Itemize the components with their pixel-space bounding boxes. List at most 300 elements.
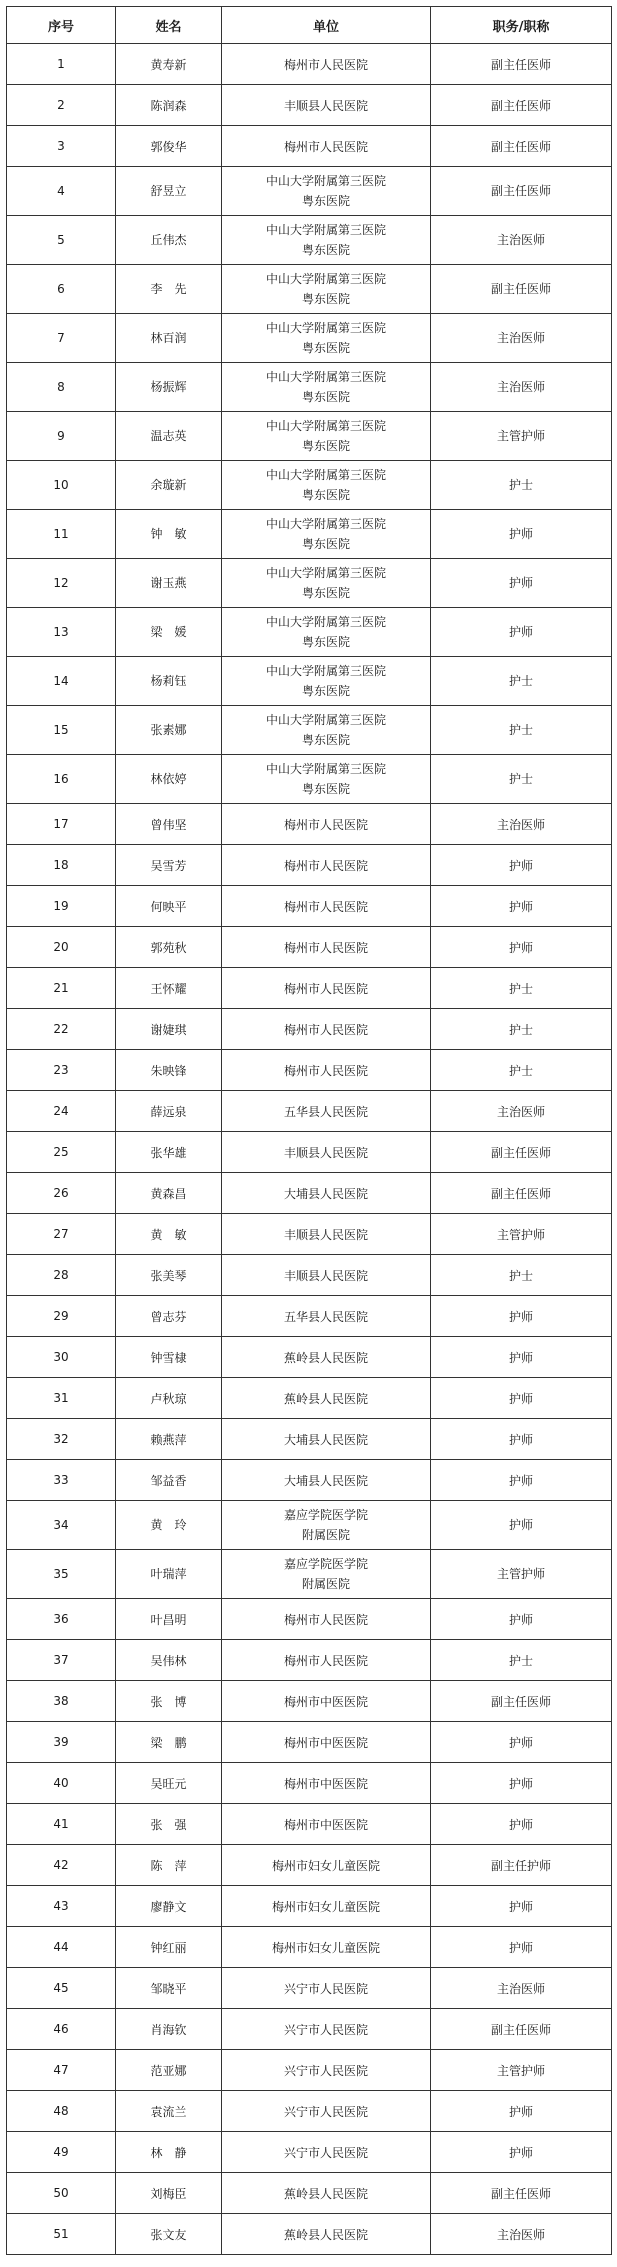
unit-line: 梅州市中医医院 [283,1776,368,1791]
unit-cell [222,1599,431,1640]
row-number: 42 [7,1845,116,1886]
table-row [7,1501,612,1550]
row-number: 48 [7,2091,116,2132]
person-name: 刘梅臣 [116,2173,222,2214]
table-row [7,314,612,363]
job-title: 护师 [431,1296,612,1337]
unit-cell [222,1009,431,1050]
job-title: 护师 [431,1337,612,1378]
job-title: 主治医师 [431,1091,612,1132]
row-number: 7 [7,314,116,363]
job-title: 护士 [431,657,612,706]
table-row [7,657,612,706]
unit-line: 中山大学附属第三医院 [265,321,386,335]
unit-cell [222,1214,431,1255]
job-title: 护师 [431,1722,612,1763]
row-number: 14 [7,657,116,706]
row-number: 50 [7,2173,116,2214]
table-row [7,886,612,927]
unit-cell [222,845,431,886]
table-row [7,1681,612,1722]
unit-line: 嘉应学院医学院 [283,1557,368,1571]
table-row [7,1337,612,1378]
job-title: 护师 [431,608,612,657]
table-row [7,1091,612,1132]
unit-line: 兴宁市人民医院 [283,2145,368,2160]
job-title: 护师 [431,886,612,927]
unit-line: 粤东医院 [301,439,350,453]
unit-line: 中山大学附属第三医院 [265,713,386,727]
row-number: 2 [7,85,116,126]
unit-cell [222,216,431,265]
unit-line: 大埔县人民医院 [283,1473,368,1488]
staff-table [6,6,612,2255]
table-row [7,1763,612,1804]
unit-line: 中山大学附属第三医院 [265,566,386,580]
job-title: 护士 [431,1009,612,1050]
unit-cell [222,968,431,1009]
person-name: 薛远泉 [116,1091,222,1132]
job-title: 护师 [431,1501,612,1550]
person-name: 丘伟杰 [116,216,222,265]
row-number: 16 [7,755,116,804]
person-name: 黄 玲 [116,1501,222,1550]
row-number: 8 [7,363,116,412]
unit-line: 粤东医院 [301,537,350,551]
job-title: 主治医师 [431,314,612,363]
unit-cell [222,2050,431,2091]
person-name: 钟红丽 [116,1927,222,1968]
row-number: 4 [7,167,116,216]
unit-cell [222,1173,431,1214]
unit-cell [222,755,431,804]
person-name: 谢婕琪 [116,1009,222,1050]
unit-line: 蕉岭县人民医院 [283,2186,368,2201]
row-number: 27 [7,1214,116,1255]
person-name: 杨振辉 [116,363,222,412]
unit-cell [222,510,431,559]
table-row [7,1009,612,1050]
table-row [7,2050,612,2091]
job-title: 副主任医师 [431,2173,612,2214]
unit-cell [222,1419,431,1460]
row-number: 12 [7,559,116,608]
unit-line: 中山大学附属第三医院 [265,664,386,678]
unit-line: 附属医院 [301,1528,350,1542]
unit-line: 梅州市人民医院 [283,1653,368,1668]
person-name: 钟雪棣 [116,1337,222,1378]
row-number: 17 [7,804,116,845]
unit-line: 梅州市中医医院 [283,1694,368,1709]
job-title: 副主任医师 [431,265,612,314]
row-number: 46 [7,2009,116,2050]
table-row [7,461,612,510]
unit-cell [222,1550,431,1599]
unit-line: 梅州市人民医院 [283,57,368,72]
table-row [7,927,612,968]
unit-cell [222,412,431,461]
job-title: 副主任护师 [431,1845,612,1886]
row-number: 11 [7,510,116,559]
job-title: 护师 [431,510,612,559]
person-name: 邹益香 [116,1460,222,1501]
unit-line: 中山大学附属第三医院 [265,762,386,776]
job-title: 副主任医师 [431,167,612,216]
header-unit: 单位 [222,7,431,44]
row-number: 31 [7,1378,116,1419]
job-title: 主管护师 [431,2050,612,2091]
unit-line: 中山大学附属第三医院 [265,615,386,629]
unit-line: 梅州市人民医院 [283,981,368,996]
person-name: 林 静 [116,2132,222,2173]
job-title: 护师 [431,845,612,886]
unit-cell [222,265,431,314]
unit-line: 粤东医院 [301,292,350,306]
table-row [7,706,612,755]
job-title: 护士 [431,755,612,804]
person-name: 杨莉钰 [116,657,222,706]
unit-cell [222,1378,431,1419]
table-row [7,412,612,461]
row-number: 23 [7,1050,116,1091]
row-number: 44 [7,1927,116,1968]
table-row [7,216,612,265]
unit-cell [222,1296,431,1337]
row-number: 19 [7,886,116,927]
row-number: 45 [7,1968,116,2009]
unit-line: 兴宁市人民医院 [283,2063,368,2078]
row-number: 15 [7,706,116,755]
unit-line: 粤东医院 [301,782,350,796]
job-title: 护师 [431,1886,612,1927]
unit-cell [222,1337,431,1378]
table-row [7,2173,612,2214]
unit-cell [222,363,431,412]
person-name: 吴伟林 [116,1640,222,1681]
person-name: 温志英 [116,412,222,461]
unit-line: 粤东医院 [301,733,350,747]
person-name: 黄 敏 [116,1214,222,1255]
job-title: 副主任医师 [431,1173,612,1214]
person-name: 赖燕萍 [116,1419,222,1460]
job-title: 主治医师 [431,216,612,265]
row-number: 36 [7,1599,116,1640]
row-number: 3 [7,126,116,167]
unit-line: 梅州市妇女儿童医院 [271,1899,380,1914]
row-number: 35 [7,1550,116,1599]
job-title: 主治医师 [431,2214,612,2255]
unit-cell [222,1886,431,1927]
job-title: 副主任医师 [431,1132,612,1173]
unit-line: 蕉岭县人民医院 [283,1350,368,1365]
person-name: 邹晓平 [116,1968,222,2009]
row-number: 25 [7,1132,116,1173]
unit-line: 丰顺县人民医院 [283,1145,368,1160]
unit-line: 粤东医院 [301,684,350,698]
person-name: 袁流兰 [116,2091,222,2132]
table-row [7,85,612,126]
person-name: 余璇新 [116,461,222,510]
row-number: 13 [7,608,116,657]
table-row [7,1804,612,1845]
table-row [7,845,612,886]
job-title: 主管护师 [431,1550,612,1599]
unit-line: 五华县人民医院 [283,1104,368,1119]
unit-line: 梅州市中医医院 [283,1735,368,1750]
row-number: 5 [7,216,116,265]
unit-line: 中山大学附属第三医院 [265,272,386,286]
person-name: 张美琴 [116,1255,222,1296]
row-number: 43 [7,1886,116,1927]
table-row [7,1296,612,1337]
job-title: 副主任医师 [431,44,612,85]
row-number: 10 [7,461,116,510]
job-title: 主治医师 [431,363,612,412]
person-name: 黄寿新 [116,44,222,85]
table-row [7,1886,612,1927]
header-no: 序号 [7,7,116,44]
unit-cell [222,706,431,755]
unit-cell [222,1132,431,1173]
unit-line: 梅州市人民医院 [283,817,368,832]
job-title: 副主任医师 [431,85,612,126]
unit-line: 梅州市人民医院 [283,940,368,955]
table-row [7,804,612,845]
row-number: 38 [7,1681,116,1722]
person-name: 吴雪芳 [116,845,222,886]
row-number: 9 [7,412,116,461]
unit-cell [222,1091,431,1132]
job-title: 副主任医师 [431,126,612,167]
person-name: 廖静文 [116,1886,222,1927]
row-number: 39 [7,1722,116,1763]
row-number: 20 [7,927,116,968]
person-name: 肖海钦 [116,2009,222,2050]
table-row [7,265,612,314]
person-name: 曾志芬 [116,1296,222,1337]
unit-line: 兴宁市人民医院 [283,1981,368,1996]
table-row [7,1050,612,1091]
unit-line: 中山大学附属第三医院 [265,370,386,384]
table-row [7,2091,612,2132]
table-row [7,1460,612,1501]
job-title: 主治医师 [431,1968,612,2009]
unit-line: 粤东医院 [301,243,350,257]
person-name: 林依婷 [116,755,222,804]
unit-line: 中山大学附属第三医院 [265,223,386,237]
job-title: 护士 [431,706,612,755]
unit-line: 兴宁市人民医院 [283,2104,368,2119]
unit-line: 丰顺县人民医院 [283,98,368,113]
person-name: 郭苑秋 [116,927,222,968]
table-row [7,1214,612,1255]
person-name: 梁 媛 [116,608,222,657]
row-number: 41 [7,1804,116,1845]
table-row [7,167,612,216]
unit-line: 梅州市人民医院 [283,899,368,914]
job-title: 护师 [431,1460,612,1501]
unit-line: 中山大学附属第三医院 [265,419,386,433]
unit-line: 五华县人民医院 [283,1309,368,1324]
unit-cell [222,886,431,927]
unit-line: 梅州市人民医院 [283,1063,368,1078]
person-name: 林百润 [116,314,222,363]
unit-cell [222,2214,431,2255]
unit-line: 梅州市人民医院 [283,1612,368,1627]
person-name: 谢玉燕 [116,559,222,608]
row-number: 28 [7,1255,116,1296]
person-name: 舒昱立 [116,167,222,216]
unit-line: 中山大学附属第三医院 [265,517,386,531]
unit-cell [222,1968,431,2009]
table-row [7,1927,612,1968]
table-row [7,126,612,167]
unit-line: 梅州市妇女儿童医院 [271,1940,380,1955]
row-number: 26 [7,1173,116,1214]
unit-cell [222,1927,431,1968]
table-row [7,559,612,608]
unit-line: 中山大学附属第三医院 [265,468,386,482]
job-title: 护士 [431,968,612,1009]
unit-cell [222,2132,431,2173]
person-name: 张 博 [116,1681,222,1722]
unit-line: 大埔县人民医院 [283,1186,368,1201]
job-title: 护师 [431,1599,612,1640]
unit-cell [222,2173,431,2214]
unit-cell [222,559,431,608]
unit-cell [222,1845,431,1886]
row-number: 37 [7,1640,116,1681]
job-title: 主管护师 [431,412,612,461]
unit-line: 粤东医院 [301,635,350,649]
unit-line: 粤东医院 [301,390,350,404]
row-number: 30 [7,1337,116,1378]
unit-line: 丰顺县人民医院 [283,1227,368,1242]
unit-line: 粤东医院 [301,341,350,355]
unit-cell [222,1501,431,1550]
table-row [7,608,612,657]
row-number: 18 [7,845,116,886]
row-number: 33 [7,1460,116,1501]
unit-cell [222,1681,431,1722]
person-name: 叶昌明 [116,1599,222,1640]
unit-line: 大埔县人民医院 [283,1432,368,1447]
table-row [7,510,612,559]
unit-line: 粤东医院 [301,194,350,208]
unit-cell [222,1460,431,1501]
table-header [7,7,612,44]
table-row [7,363,612,412]
job-title: 副主任医师 [431,1681,612,1722]
job-title: 护师 [431,1804,612,1845]
unit-cell [222,608,431,657]
row-number: 51 [7,2214,116,2255]
table-row [7,1845,612,1886]
unit-cell [222,1640,431,1681]
unit-cell [222,927,431,968]
unit-line: 梅州市中医医院 [283,1817,368,1832]
table-row [7,44,612,85]
unit-line: 梅州市人民医院 [283,858,368,873]
table-row [7,1722,612,1763]
job-title: 副主任医师 [431,2009,612,2050]
job-title: 护士 [431,1050,612,1091]
unit-line: 梅州市妇女儿童医院 [271,1858,380,1873]
table-row [7,1255,612,1296]
table-row [7,1378,612,1419]
person-name: 陈 萍 [116,1845,222,1886]
table-row [7,2132,612,2173]
person-name: 何映平 [116,886,222,927]
job-title: 护师 [431,2132,612,2173]
unit-cell [222,2091,431,2132]
table-row [7,1419,612,1460]
job-title: 主治医师 [431,804,612,845]
row-number: 6 [7,265,116,314]
job-title: 护士 [431,1255,612,1296]
table-row [7,755,612,804]
job-title: 护师 [431,1378,612,1419]
unit-line: 附属医院 [301,1577,350,1591]
row-number: 40 [7,1763,116,1804]
job-title: 护师 [431,927,612,968]
unit-cell [222,1763,431,1804]
table-row [7,2009,612,2050]
unit-line: 中山大学附属第三医院 [265,174,386,188]
job-title: 护师 [431,1419,612,1460]
person-name: 张 强 [116,1804,222,1845]
person-name: 陈润森 [116,85,222,126]
row-number: 29 [7,1296,116,1337]
unit-cell [222,314,431,363]
row-number: 34 [7,1501,116,1550]
person-name: 叶瑞萍 [116,1550,222,1599]
job-title: 主管护师 [431,1214,612,1255]
unit-cell [222,167,431,216]
job-title: 护师 [431,2091,612,2132]
unit-cell [222,657,431,706]
unit-line: 嘉应学院医学院 [283,1508,368,1522]
person-name: 郭俊华 [116,126,222,167]
job-title: 护士 [431,461,612,510]
unit-cell [222,1255,431,1296]
unit-cell [222,1804,431,1845]
person-name: 吴旺元 [116,1763,222,1804]
unit-line: 梅州市人民医院 [283,139,368,154]
person-name: 李 先 [116,265,222,314]
person-name: 范亚娜 [116,2050,222,2091]
person-name: 王怀耀 [116,968,222,1009]
table-row [7,1550,612,1599]
job-title: 护士 [431,1640,612,1681]
row-number: 1 [7,44,116,85]
table-body [7,44,612,2255]
row-number: 49 [7,2132,116,2173]
unit-cell [222,1050,431,1091]
unit-line: 丰顺县人民医院 [283,1268,368,1283]
unit-line: 蕉岭县人民医院 [283,1391,368,1406]
row-number: 47 [7,2050,116,2091]
table-row [7,1173,612,1214]
person-name: 张素娜 [116,706,222,755]
row-number: 24 [7,1091,116,1132]
unit-cell [222,85,431,126]
unit-cell [222,2009,431,2050]
unit-cell [222,126,431,167]
table-row [7,1640,612,1681]
job-title: 护师 [431,1927,612,1968]
unit-cell [222,804,431,845]
